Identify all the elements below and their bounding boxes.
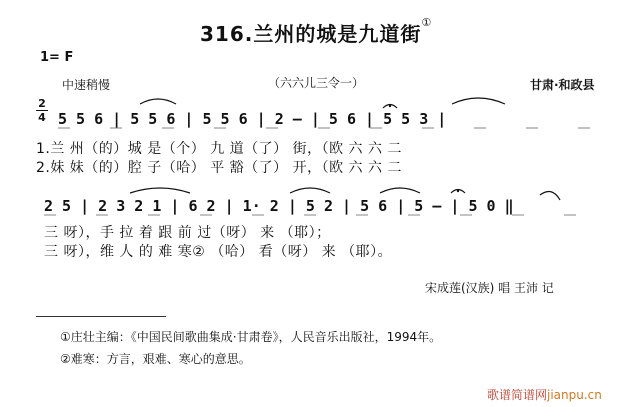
qupai-name: （六六儿三令一） [268, 76, 365, 90]
score-row2-notes: 2 5 | 2 3 2 1 | 6 2 | 1· 2 | 5 2 | 5 6 | 5 – | 5 0 ‖ [44, 197, 514, 215]
lyric-row2-verse1: 三 呀），手 拉 着 跟 前 过（呀） 来 （耶）； [44, 225, 331, 241]
slur-4 [290, 188, 330, 193]
region-label: 甘肃·和政县 [530, 78, 595, 92]
title-footnote-mark: ① [421, 16, 433, 29]
credit-line: 宋成莲(汉族) 唱 王沛 记 [425, 281, 554, 295]
slur-3 [130, 188, 190, 193]
watermark-url: jianpu.cn [547, 388, 602, 402]
slur-2 [452, 98, 505, 104]
score-row1-notes: 5 5 6 | 5 5 6 | 5 5 6 | 2 – | 5 6 | 5 5 3 | [58, 110, 447, 128]
watermark-site-name: 歌谱简谱网 [487, 388, 548, 402]
lyric-row1-verse1: 1.兰 州（的）城 是（个） 九 道（了） 街，（欧 六 六 二 [36, 141, 402, 157]
time-signature-top: 2 [38, 97, 46, 110]
song-number: 316. [200, 22, 254, 46]
slur-5 [380, 188, 420, 193]
footnote-separator [36, 316, 166, 317]
lyric-row2-verse2: 三 呀），维 人 的 难 寒② （哈） 看（呀） 来 （耶）。 [44, 244, 393, 260]
footnote-2: ②难寒：方言，艰难、寒心的意思。 [60, 352, 251, 366]
fermata-dot-1 [389, 105, 391, 107]
key-signature: 1= F [40, 50, 74, 65]
lyric-row1-verse2: 2.妹 妹（的）腔 子（哈） 平 豁（了） 开，（欧 六 六 二 [36, 160, 402, 176]
watermark [487, 386, 602, 403]
footnote-1: ①庄壮主编：《中国民间歌曲集成·甘肃卷》，人民音乐出版社，1994年。 [60, 330, 442, 344]
time-signature-bottom: 4 [38, 111, 46, 124]
slur-1 [140, 99, 176, 104]
glide-mark [540, 191, 560, 200]
song-title-text: 兰州的城是九道街 [253, 22, 422, 46]
fermata-dot-2 [457, 190, 459, 192]
tempo-marking: 中速稍慢 [62, 78, 111, 92]
